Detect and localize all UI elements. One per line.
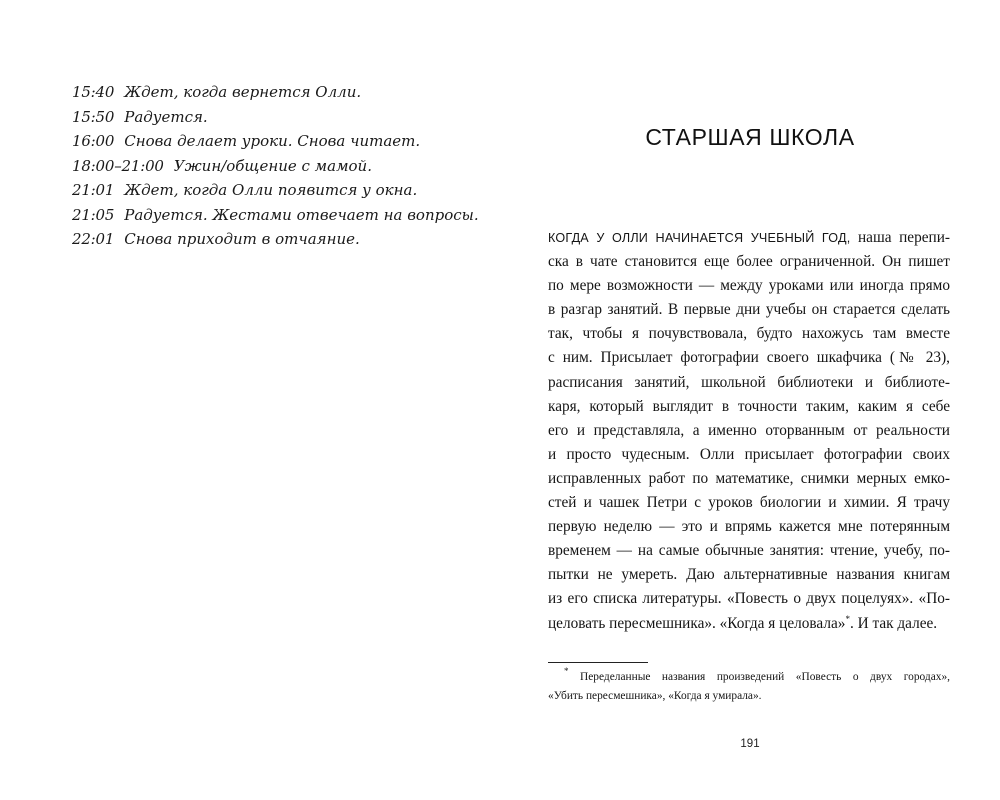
body-line: расписания занятий, школьной библиотеки и библиоте- [548,373,950,391]
schedule-note: Ждет, когда вернется Олли. [124,83,362,101]
schedule-entry [72,203,479,228]
schedule-time: 21:05 [72,205,115,224]
footnote-reference: * [845,613,850,624]
footnote-line: «Убить пересмешника», «Когда я умирала». [548,690,762,702]
schedule-note: Ждет, когда Олли появится у окна. [124,181,418,199]
body-line: ска в чате становится еще более ограниченной. Он пишет [548,253,950,271]
schedule-entry [72,105,472,130]
lead-in-smallcaps: КОГДА У ОЛЛИ НАЧИНАЕТСЯ УЧЕБНЫЙ ГОД, [548,231,851,245]
body-line: по мере возможности — между уроками или иногда прямо [548,277,950,295]
body-line: временем — на самые обычные занятия: чтение, учебу, по- [548,542,950,560]
body-line: первую неделю — это и впрямь кажется мне потерянным [548,518,950,536]
chapter-body [548,226,950,636]
schedule-time: 15:50 [72,107,115,126]
body-line: и просто чудесным. Олли присылает фотографии своих [548,445,950,463]
body-line: целовать пересмешника». «Когда я целовала»*. И так далее. [548,613,938,632]
footnote-line: * Переделанные названия произведений «Повесть о двух городах», [564,666,950,683]
schedule-note: Радуется. Жестами отвечает на вопросы. [124,205,479,224]
body-line: КОГДА У ОЛЛИ НАЧИНАЕТСЯ УЧЕБНЫЙ ГОД, наша перепи- [548,229,950,246]
body-line: с ним. Присылает фотографии своего шкафчика (№ 23), [548,349,950,367]
handwritten-schedule [72,80,479,252]
schedule-time: 21:01 [72,181,115,199]
right-page [500,0,1000,800]
footnote-marker: * [564,666,569,676]
footnote-divider [548,662,648,663]
body-line: исправленных работ по математике, снимки мерных емко- [548,469,950,487]
schedule-entry [72,154,472,179]
body-line: пытки не умереть. Даю альтернативные названия книгам [548,566,950,584]
footnote [548,668,950,706]
body-line: его и представляла, а именно оторванным от реальности [548,421,950,439]
page-number: 191 [740,738,760,750]
schedule-time: 18:00–21:00 [72,156,164,175]
schedule-note: Снова приходит в отчаяние. [124,230,360,248]
schedule-entry [72,129,472,154]
schedule-time: 22:01 [72,230,115,248]
body-line: каря, который выглядит в точности таким, каким я себе [548,397,950,415]
body-line: стей и чашек Петри с уроков биологии и химии. Я трачу [548,494,950,512]
schedule-entry [72,227,472,252]
schedule-note: Радуется. [124,107,208,126]
chapter-title: СТАРШАЯ ШКОЛА [645,124,855,150]
schedule-entry [72,80,472,105]
body-line: так, чтобы я почувствовала, будто нахожусь там вместе [548,325,950,343]
schedule-note: Снова делает уроки. Снова читает. [124,132,421,150]
body-line: из его списка литературы. «Повесть о двух поцелуях». «По- [548,590,950,608]
schedule-entry [72,178,472,203]
schedule-time: 15:40 [72,83,115,101]
schedule-time: 16:00 [72,132,115,150]
schedule-note: Ужин/общение с мамой. [173,156,372,175]
body-line: в разгар занятий. В первые дни учебы он старается сделать [548,301,950,319]
